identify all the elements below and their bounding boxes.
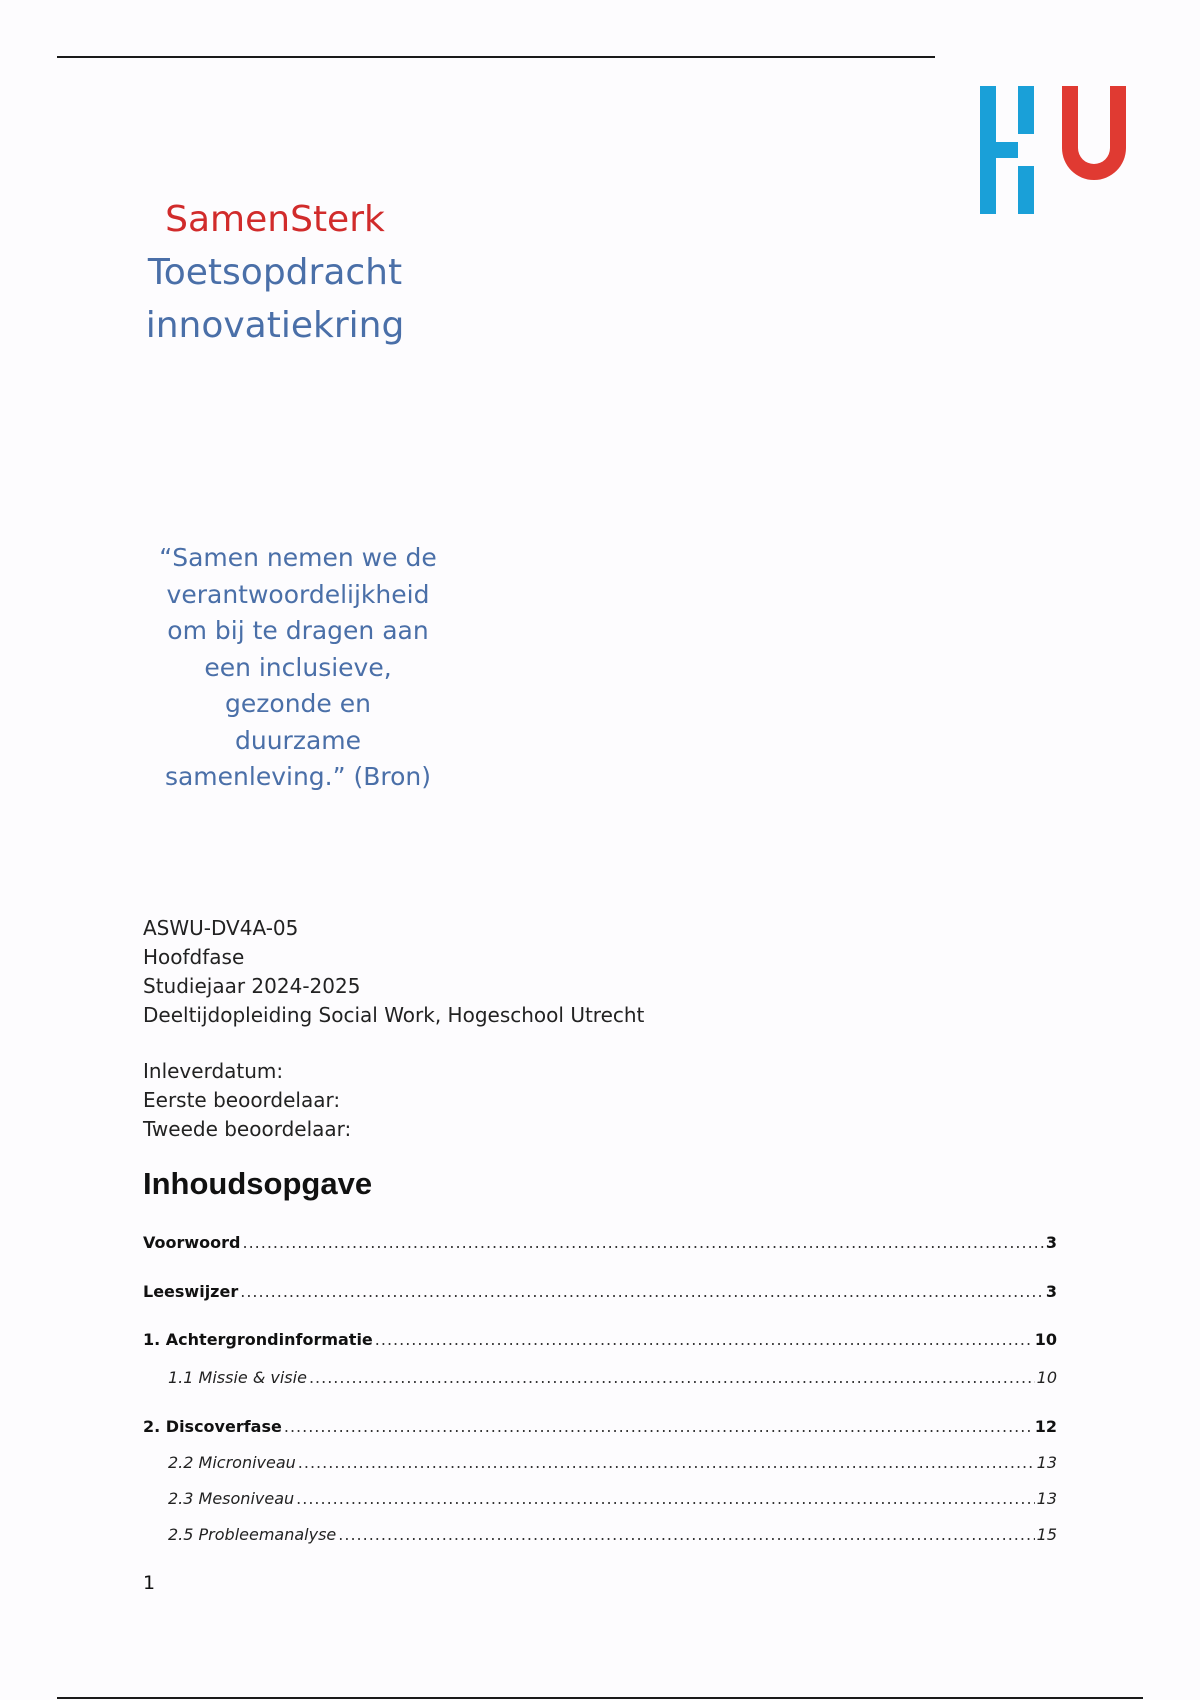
- document-title: [130, 193, 420, 352]
- toc-entry-label: Voorwoord: [143, 1233, 241, 1252]
- toc-entry[interactable]: [143, 1279, 1057, 1301]
- toc-entry[interactable]: [143, 1230, 1057, 1252]
- toc-leader: [240, 1282, 1044, 1301]
- toc-entry-page: 10: [1036, 1368, 1057, 1387]
- logo-bar-cross: [996, 142, 1018, 158]
- logo-bar-left: [980, 86, 996, 214]
- toc-entry-label: 2.5 Probleemanalyse: [168, 1525, 337, 1544]
- toc-leader: [296, 1489, 1034, 1508]
- toc-leader: [243, 1233, 1044, 1252]
- page-number: 1: [143, 1572, 156, 1594]
- logo-bar-right-bottom: [1018, 166, 1034, 214]
- toc-entry[interactable]: [168, 1522, 1057, 1544]
- toc-entry[interactable]: [168, 1486, 1057, 1508]
- quote-line: duurzame: [234, 725, 361, 755]
- toc-entry[interactable]: [168, 1365, 1057, 1387]
- quote-line: “Samen nemen we de: [159, 543, 437, 572]
- title-line-3: innovatiekring: [145, 305, 405, 346]
- logo-u: [1062, 86, 1126, 180]
- toc-entry-label: 2.2 Microniveau: [168, 1453, 296, 1472]
- spacer: [143, 1030, 644, 1057]
- submission-date: Inleverdatum:: [143, 1059, 284, 1083]
- logo-bar-right-top: [1018, 86, 1034, 134]
- quote-line: om bij te dragen aan: [167, 616, 429, 645]
- title-line-2: Toetsopdracht: [147, 252, 403, 293]
- toc-entry-label: 2.3 Mesoniveau: [168, 1489, 295, 1508]
- toc-entry-page: 10: [1034, 1330, 1057, 1349]
- toc-entry-label: Leeswijzer: [143, 1282, 239, 1301]
- toc-entry[interactable]: [143, 1414, 1057, 1436]
- title-line-1: SamenSterk: [165, 199, 385, 240]
- course-code: ASWU-DV4A-05: [143, 916, 299, 940]
- quote-line: een inclusieve,: [204, 652, 392, 682]
- quote-line: samenleving.” (Bron): [164, 762, 432, 791]
- toc-leader: [338, 1525, 1034, 1544]
- toc-entry-label: 1. Achtergrondinformatie: [143, 1330, 373, 1349]
- toc-entry-page: 13: [1036, 1453, 1057, 1472]
- quote-line: gezonde en: [225, 689, 371, 718]
- header-rule: [57, 56, 935, 58]
- toc-entry[interactable]: [168, 1450, 1057, 1472]
- toc-leader: [309, 1368, 1035, 1387]
- second-assessor: Tweede beoordelaar:: [143, 1117, 352, 1141]
- toc-entry-label: 1.1 Missie & visie: [168, 1368, 307, 1387]
- toc-heading: Inhoudsopgave: [143, 1166, 373, 1201]
- study-year: Studiejaar 2024-2025: [143, 974, 361, 998]
- toc-entry-page: 15: [1036, 1525, 1057, 1544]
- document-meta: [143, 914, 644, 1144]
- toc-leader: [298, 1453, 1035, 1472]
- toc-entry-page: 13: [1036, 1489, 1057, 1508]
- phase: Hoofdfase: [143, 945, 245, 969]
- quote-line: verantwoordelijkheid: [166, 579, 430, 609]
- cover-quote: [148, 540, 448, 796]
- toc-leader: [375, 1330, 1033, 1349]
- toc-entry-page: 12: [1034, 1417, 1057, 1436]
- toc-leader: [284, 1417, 1033, 1436]
- toc-entry-page: 3: [1045, 1282, 1057, 1301]
- first-assessor: Eerste beoordelaar:: [143, 1088, 341, 1112]
- toc-entry[interactable]: [143, 1327, 1057, 1349]
- toc-entry-label: 2. Discoverfase: [143, 1417, 282, 1436]
- toc-entry-page: 3: [1045, 1233, 1057, 1252]
- footer-rule: [57, 1697, 1143, 1699]
- hu-logo: [980, 86, 1126, 214]
- program: Deeltijdopleiding Social Work, Hogeschool Utrecht: [143, 1003, 645, 1027]
